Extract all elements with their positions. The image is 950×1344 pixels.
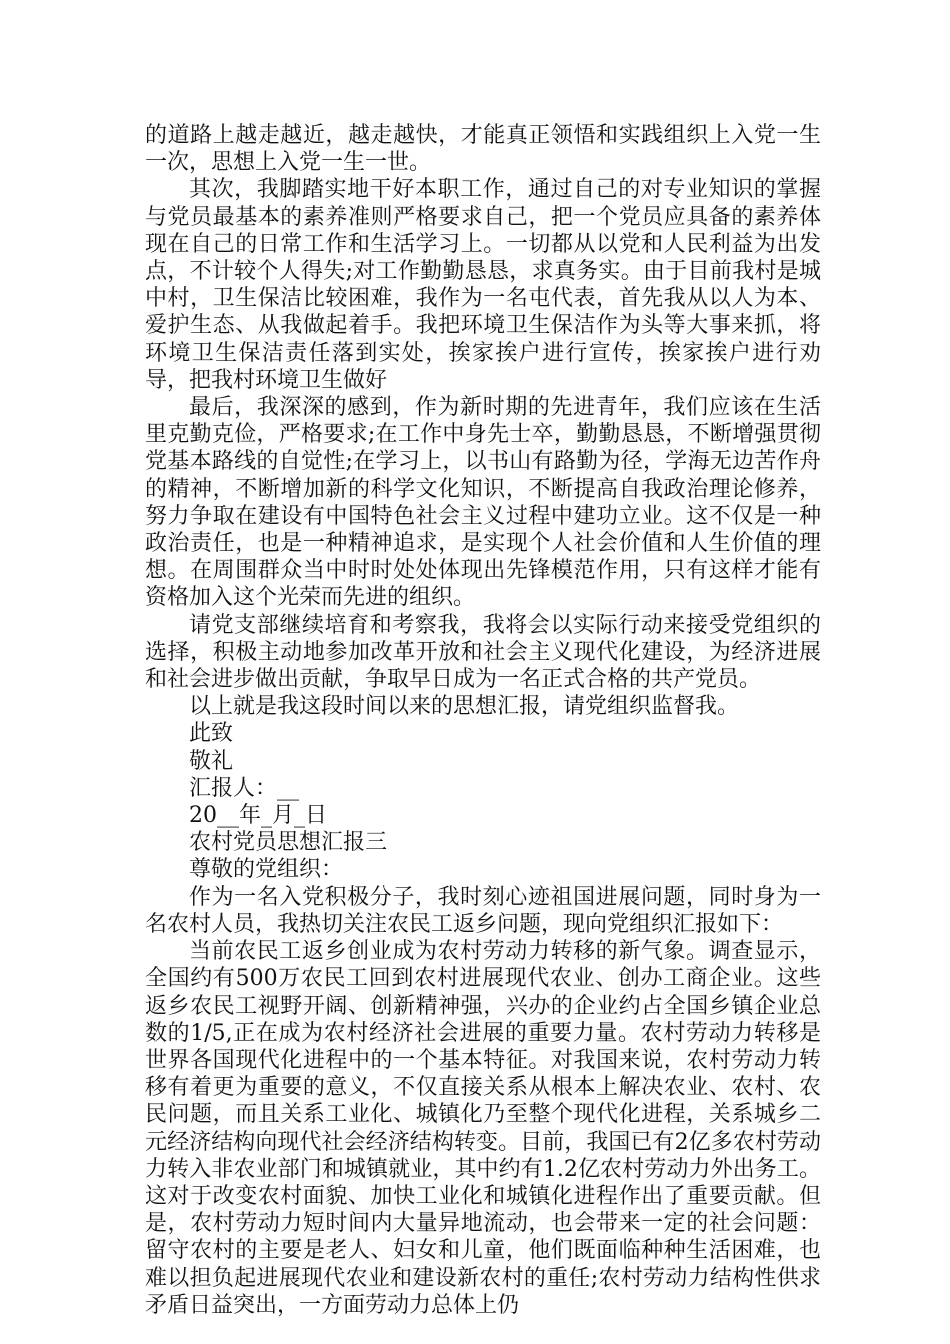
greeting: 尊敬的党组织： xyxy=(189,857,344,883)
report-date: 20__年_月_日 xyxy=(189,803,327,829)
paragraph: 其次，我脚踏实地干好本职工作，通过自己的对专业知识的掌握与党员最基本的素养准则严格要求自己，把一个党员应具备的素养体现在自己的日常工作和生活学习上。一切都从以党和人民利益为出发点，不计较个人得失;对工作勤勤恳恳，求真务实。由于目前我村是城中村，卫生保洁比较困难，我作为一名屯代表，首先我从以人为本、爱护生态、从我做起着手。我把环境卫生保洁作为头等大事来抓，将环境卫生保洁责任落到实处，挨家挨户进行宣传，挨家挨户进行劝导，把我村环境卫生做好 xyxy=(145,177,821,393)
paragraph: 作为一名入党积极分子，我时刻心迹祖国进展问题，同时身为一名农村人员，我热切关注农民工返乡问题，现向党组织汇报如下： xyxy=(145,884,821,937)
closing-salutation: 此致 xyxy=(189,721,234,747)
paragraph: 的道路上越走越近，越走越快，才能真正领悟和实践组织上入党一生一次，思想上入党一生一世。 xyxy=(145,123,821,176)
section-heading: 农村党员思想汇报三 xyxy=(189,830,388,856)
paragraph: 请党支部继续培育和考察我，我将会以实际行动来接受党组织的选择，积极主动地参加改革开放和社会主义现代化建设，为经济进展和社会进步做出贡献，争取早日成为一名正式合格的共产党员。 xyxy=(145,612,821,693)
paragraph: 以上就是我这段时间以来的思想汇报，请党组织监督我。 xyxy=(189,694,740,720)
document-body xyxy=(145,122,821,1319)
closing-respect: 敬礼 xyxy=(189,748,234,774)
paragraph: 最后，我深深的感到，作为新时期的先进青年，我们应该在生活里克勤克俭，严格要求;在工作中身先士卒，勤勤恳恳，不断增强贯彻党基本路线的自觉性;在学习上，以书山有路勤为径，学海无边苦作舟的精神，不断增加新的科学文化知识，不断提高自我政治理论修养，努力争取在建设有中国特色社会主义过程中建功立业。这不仅是一种政治责任，也是一种精神追求，是实现个人社会价值和人生价值的理想。在周围群众当中时时处处体现出先锋模范作用，只有这样才能有资格加入这个光荣而先进的组织。 xyxy=(145,395,821,611)
reporter-signature: 汇报人：__ xyxy=(189,775,300,801)
paragraph: 当前农民工返乡创业成为农村劳动力转移的新气象。调查显示，全国约有500万农民工回到农村进展现代农业、创办工商企业。这些返乡农民工视野开阔、创新精神强，兴办的企业约占全国乡镇企业总数的1/5,正在成为农村经济社会进展的重要力量。农村劳动力转移是世界各国现代化进程中的一个基本特征。对我国来说，农村劳动力转移有着更为重要的意义，不仅直接关系从根本上解决农业、农村、农民问题，而且关系工业化、城镇化乃至整个现代化进程，关系城乡二元经济结构向现代社会经济结构转变。目前，我国已有2亿多农村劳动力转入非农业部门和城镇就业，其中约有1.2亿农村劳动力外出务工。这对于改变农村面貌、加快工业化和城镇化进程作出了重要贡献。但是，农村劳动力短时间内大量异地流动，也会带来一定的社会问题：留守农村的主要是老人、妇女和儿童，他们既面临种种生活困难，也难以担负起进展现代农业和建设新农村的重任;农村劳动力结构性供求矛盾日益突出，一方面劳动力总体上仍 xyxy=(145,939,821,1318)
